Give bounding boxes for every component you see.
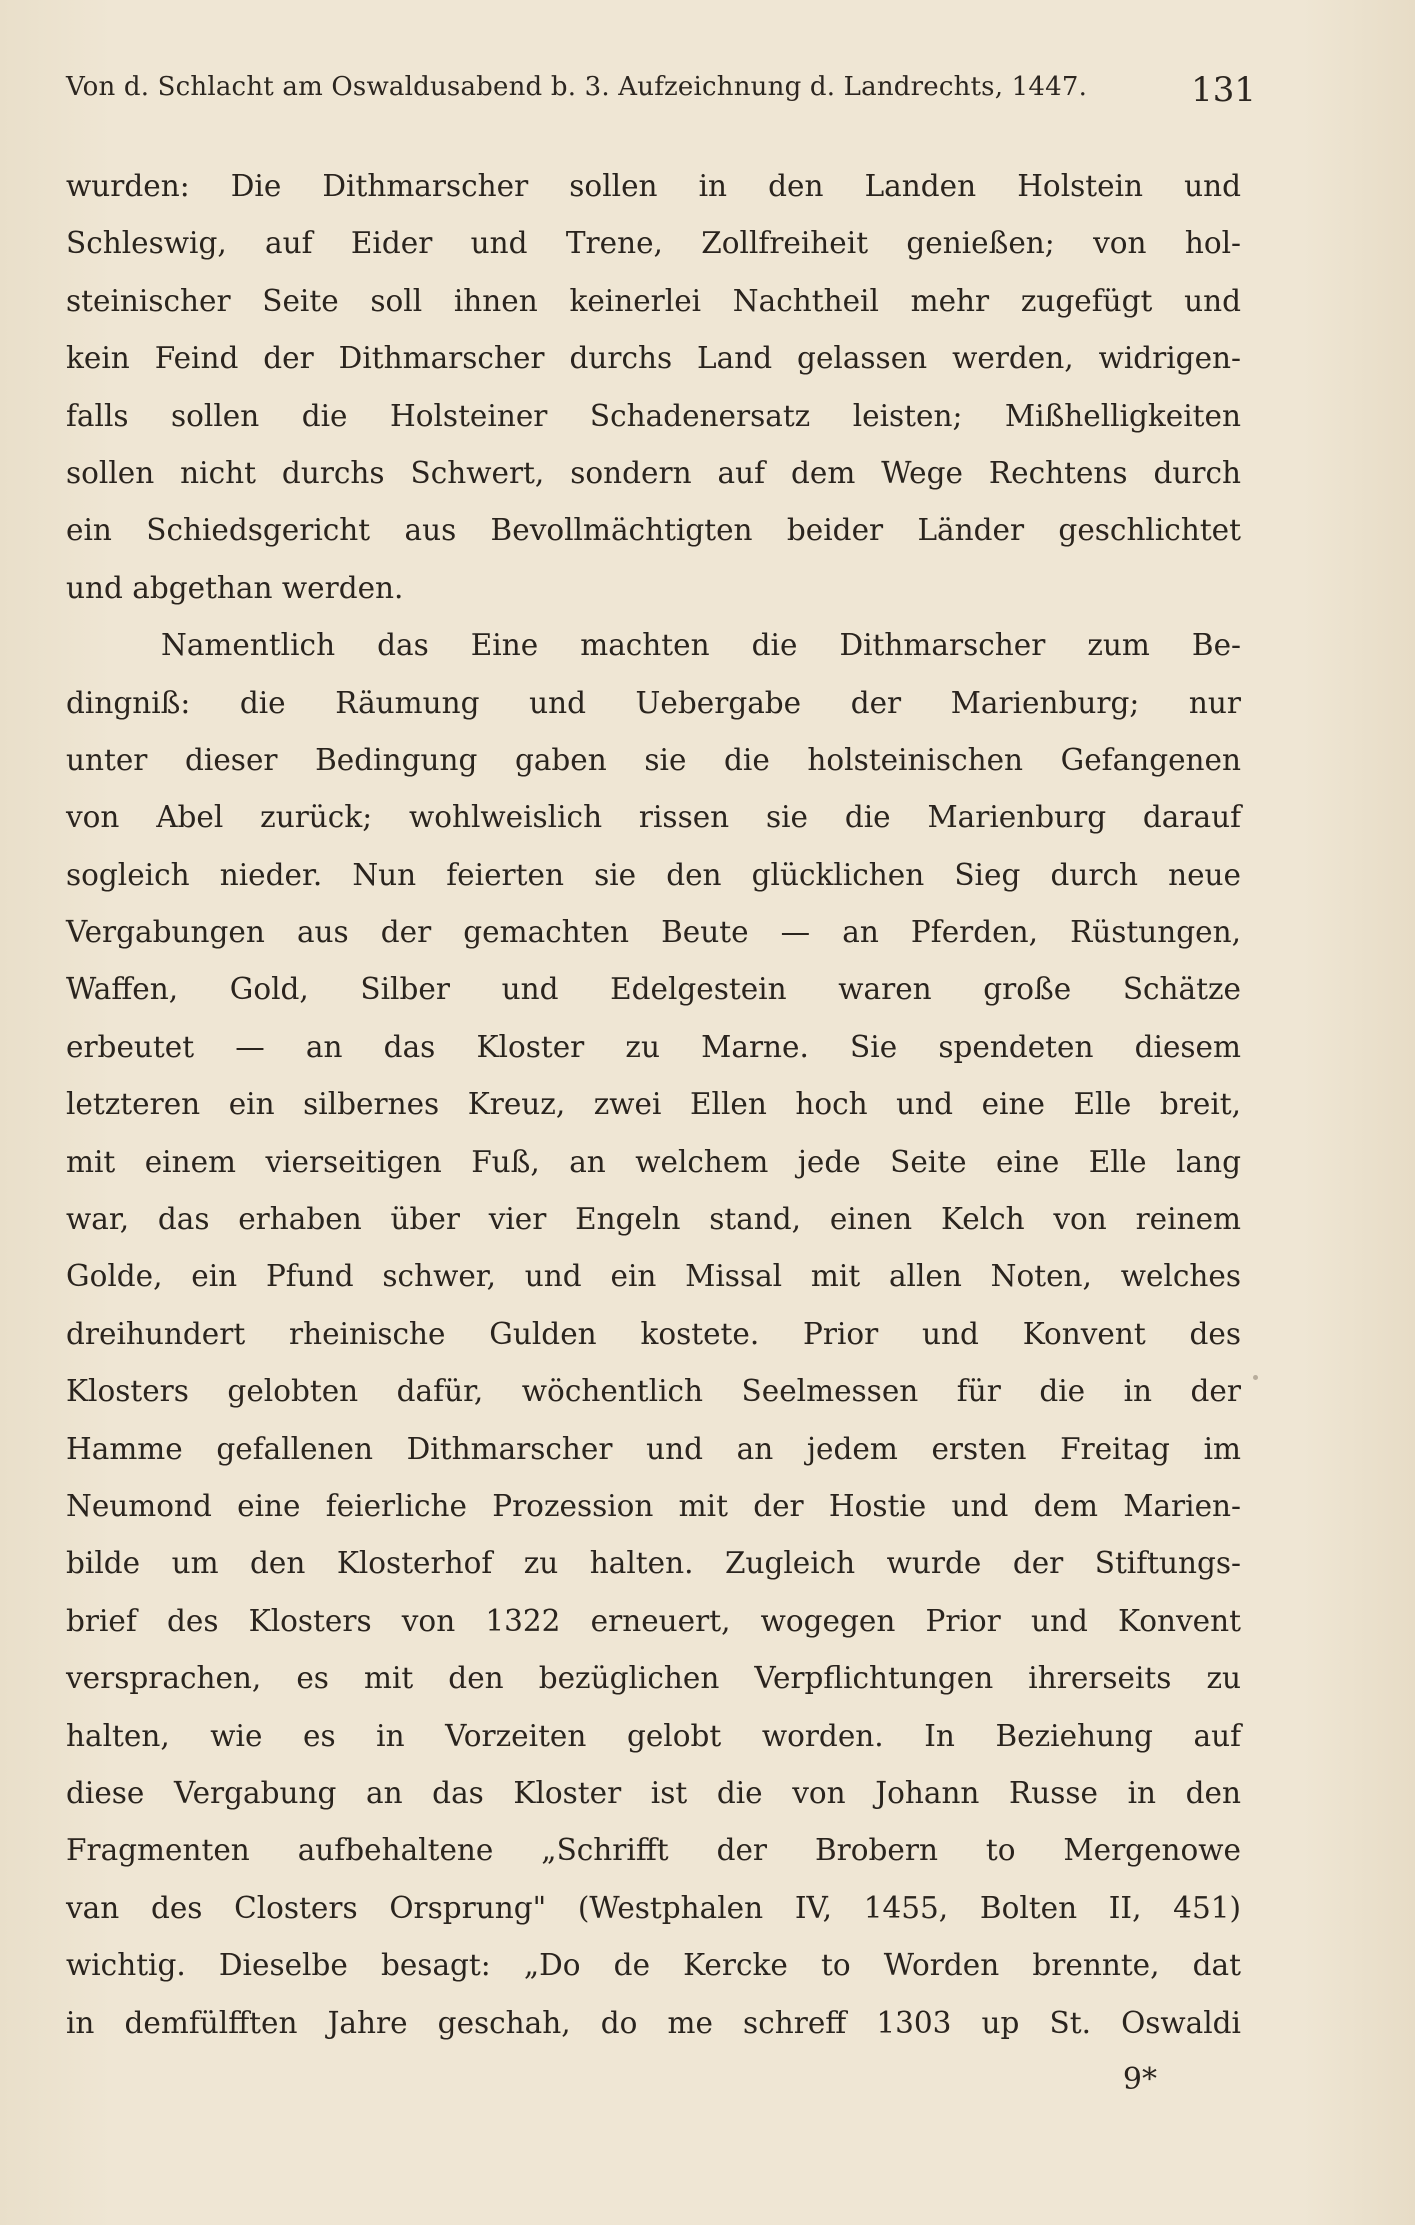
running-header	[66, 72, 1256, 122]
text-line: halten, wie es in Vorzeiten gelobt worden. In Beziehung auf	[66, 1718, 1241, 1753]
page-number: 131	[1191, 70, 1256, 110]
text-line: brief des Klosters von 1322 erneuert, wogegen Prior und Konvent	[66, 1603, 1241, 1638]
text-line: versprachen, es mit den bezüglichen Verpflichtungen ihrerseits zu	[66, 1661, 1241, 1696]
body-text	[66, 158, 1241, 2052]
text-line: dreihundert rheinische Gulden kostete. Prior und Konvent des	[66, 1316, 1241, 1351]
text-line: wichtig. Dieselbe besagt: „Do de Kercke to Worden brennte, dat	[66, 1948, 1241, 1983]
text-line: Namentlich das Eine machten die Dithmarscher zum Be-	[161, 628, 1241, 663]
text-line: Neumond eine feierliche Prozession mit der Hostie und dem Marien-	[66, 1488, 1241, 1523]
text-line: kein Feind der Dithmarscher durchs Land gelassen werden, widrigen-	[66, 341, 1241, 376]
running-title: Von d. Schlacht am Oswaldusabend b. 3. Aufzeichnung d. Landrechts, 1447.	[66, 72, 1088, 102]
text-line: Hamme gefallenen Dithmarscher und an jedem ersten Freitag im	[66, 1431, 1241, 1466]
text-line: Fragmenten aufbehaltene „Schrifft der Brobern to Mergenowe	[66, 1833, 1241, 1868]
text-line: in demfülfften Jahre geschah, do me schreff 1303 up St. Oswaldi	[66, 2005, 1241, 2040]
text-line: erbeutet — an das Kloster zu Marne. Sie spendeten diesem	[66, 1029, 1241, 1064]
text-line: dingniß: die Räumung und Uebergabe der Marienburg; nur	[66, 685, 1241, 720]
text-line: Klosters gelobten dafür, wöchentlich Seelmessen für die in der	[66, 1374, 1241, 1409]
text-line: sogleich nieder. Nun feierten sie den glücklichen Sieg durch neue	[66, 857, 1241, 892]
text-line: diese Vergabung an das Kloster ist die von Johann Russe in den	[66, 1775, 1241, 1810]
text-line: sollen nicht durchs Schwert, sondern auf dem Wege Rechtens durch	[66, 455, 1241, 490]
text-line: unter dieser Bedingung gaben sie die holsteinischen Gefangenen	[66, 742, 1241, 777]
text-line: war, das erhaben über vier Engeln stand, einen Kelch von reinem	[66, 1202, 1241, 1237]
text-line: van des Closters Orsprung" (Westphalen IV, 1455, Bolten II, 451)	[66, 1890, 1241, 1925]
text-line: Golde, ein Pfund schwer, und ein Missal mit allen Noten, welches	[66, 1259, 1241, 1294]
text-line: Vergabungen aus der gemachten Beute — an Pferden, Rüstungen,	[66, 915, 1241, 950]
text-line: wurden: Die Dithmarscher sollen in den Landen Holstein und	[66, 169, 1241, 203]
text-line: ein Schiedsgericht aus Bevollmächtigten beider Länder geschlichtet	[66, 513, 1241, 548]
text-line: von Abel zurück; wohlweislich rissen sie die Marienburg darauf	[66, 800, 1241, 835]
text-line: falls sollen die Holsteiner Schadenersatz leisten; Mißhelligkeiten	[66, 398, 1241, 433]
text-line: bilde um den Klosterhof zu halten. Zugleich wurde der Stiftungs-	[66, 1546, 1241, 1581]
text-line: letzteren ein silbernes Kreuz, zwei Ellen hoch und eine Elle breit,	[66, 1087, 1241, 1122]
text-line: mit einem vierseitigen Fuß, an welchem jede Seite eine Elle lang	[66, 1144, 1241, 1179]
text-line: steinischer Seite soll ihnen keinerlei Nachtheil mehr zugefügt und	[66, 283, 1241, 318]
text-line: Schleswig, auf Eider und Trene, Zollfreiheit genießen; von hol-	[66, 226, 1241, 261]
printer-signature-mark: 9*	[1122, 2062, 1157, 2097]
paper-speck	[1253, 1375, 1258, 1380]
text-line: und abgethan werden.	[66, 570, 404, 605]
text-line: Waffen, Gold, Silber und Edelgestein waren große Schätze	[66, 972, 1241, 1007]
